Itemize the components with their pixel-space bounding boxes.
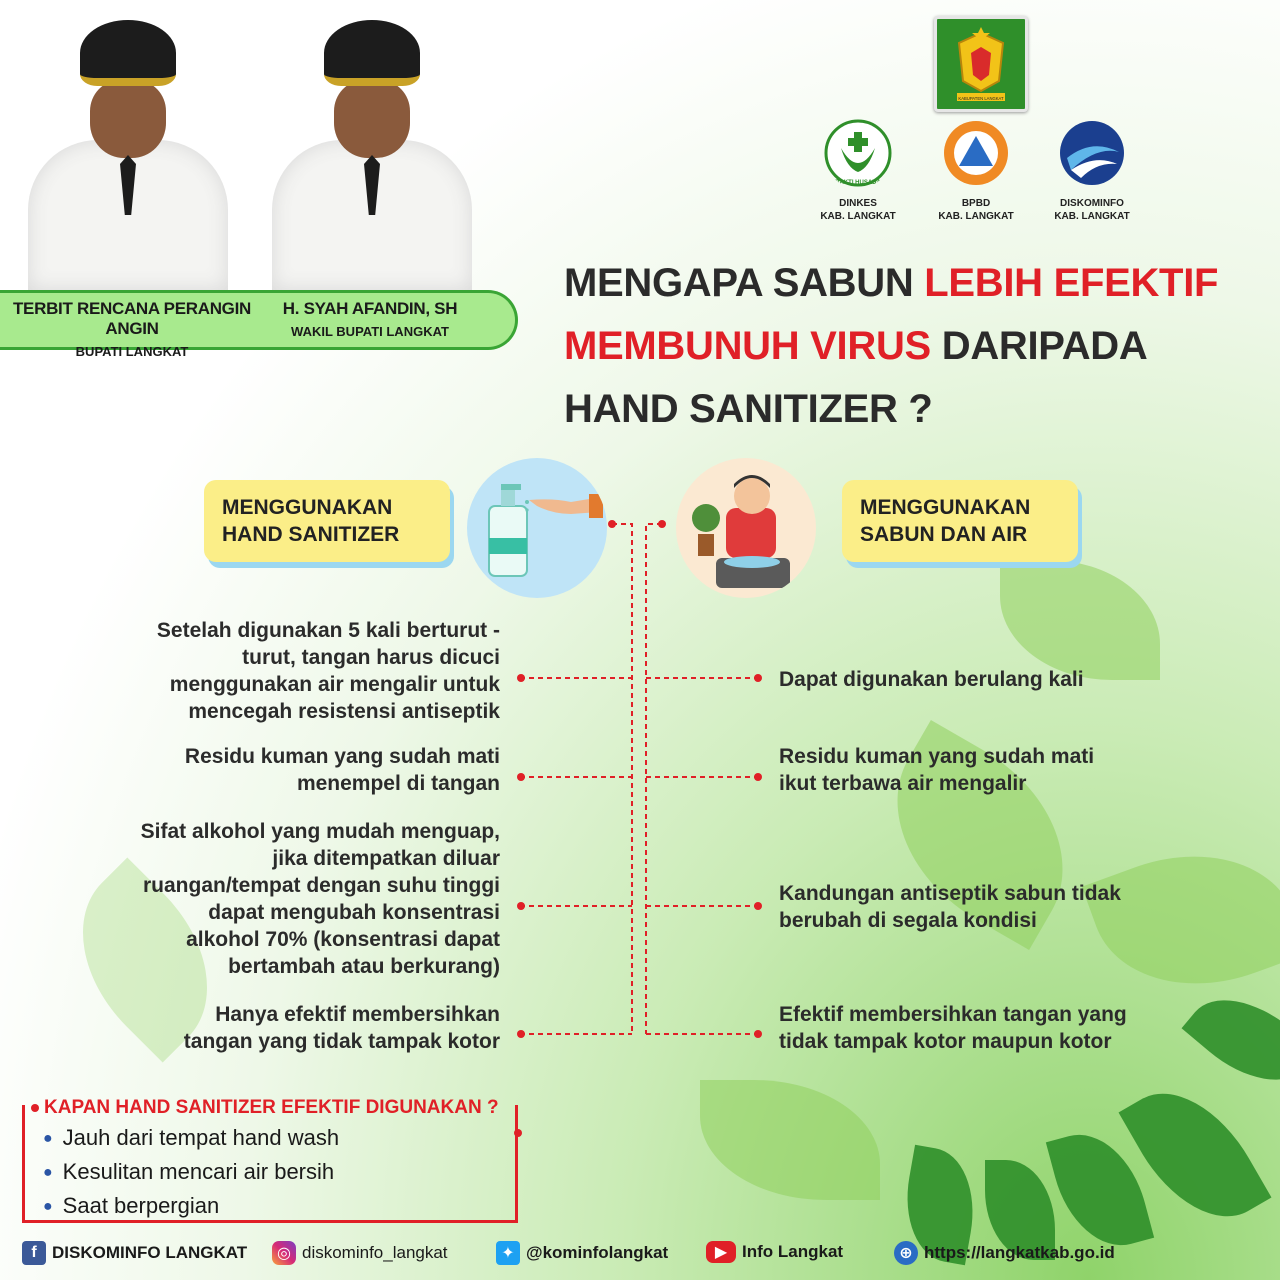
logo-label: DISKOMINFO — [1060, 198, 1124, 209]
footer-twitter-label: @kominfolangkat — [526, 1243, 669, 1262]
sanitizer-point-2 — [185, 743, 500, 797]
logo-sublabel: KAB. LANGKAT — [820, 211, 896, 222]
point-line: Hanya efektif membersihkan — [215, 1003, 500, 1026]
point-line: Residu kuman yang sudah mati — [184, 745, 500, 768]
kapan-list — [43, 1125, 339, 1227]
point-line: jika ditempatkan diluar — [272, 847, 500, 870]
logo-sublabel: KAB. LANGKAT — [1054, 211, 1130, 222]
twitter-icon: ✦ — [496, 1241, 520, 1265]
footer-youtube-label: Info Langkat — [742, 1242, 844, 1261]
headline-part: MENGAPA SABUN — [564, 261, 925, 305]
point-line: menempel di tangan — [296, 772, 500, 795]
label-line: HAND SANITIZER — [222, 523, 400, 546]
crest-text: KABUPATEN LANGKAT — [958, 96, 1004, 101]
point-line: Residu kuman yang sudah mati — [779, 745, 1095, 768]
footer — [0, 1238, 1280, 1274]
official-name: TERBIT RENCANA PERANGIN ANGIN — [12, 299, 252, 338]
sanitizer-point-4 — [184, 1001, 500, 1055]
list-item-text: Kesulitan mencari air bersih — [62, 1159, 335, 1184]
instagram-icon: ◎ — [272, 1241, 296, 1265]
list-item-text: Saat berpergian — [62, 1193, 220, 1218]
logo-label: BPBD — [961, 198, 991, 209]
point-line: berubah di segala kondisi — [779, 909, 1037, 932]
soap-point-2 — [779, 743, 1094, 797]
headline-part: HAND SANITIZER ? — [564, 387, 933, 431]
list-item-text: Jauh dari tempat hand wash — [62, 1125, 340, 1150]
list-item — [43, 1125, 339, 1151]
sanitizer-point-1 — [157, 617, 500, 725]
point-line: dapat mengubah konsentrasi — [208, 901, 500, 924]
bullet-icon: ● — [43, 1164, 53, 1182]
point-line: Setelah digunakan 5 kali berturut - — [156, 619, 500, 642]
footer-website-label: https://langkatkab.go.id — [924, 1243, 1115, 1262]
label-line: SABUN DAN AIR — [860, 523, 1028, 546]
headline-part: DARIPADA — [930, 324, 1148, 368]
globe-icon: ⊕ — [894, 1241, 918, 1265]
point-line: menggunakan air mengalir untuk — [169, 673, 500, 696]
footer-instagram[interactable] — [272, 1241, 448, 1265]
youtube-icon: ▶ — [706, 1241, 736, 1263]
label-line: MENGGUNAKAN — [860, 496, 1031, 519]
point-line: alkohol 70% (konsentrasi dapat — [186, 928, 500, 951]
point-line: ruangan/tempat dengan suhu tinggi — [143, 874, 500, 897]
soap-point-3 — [779, 880, 1121, 934]
point-line: mencegah resistensi antiseptik — [188, 700, 500, 723]
dinkes-logo-text: BAKTI HUSADA — [835, 180, 881, 186]
footer-youtube[interactable] — [706, 1241, 843, 1263]
point-line: turut, tangan harus dicuci — [242, 646, 500, 669]
point-line: Sifat alkohol yang mudah menguap, — [140, 820, 500, 843]
point-line: tangan yang tidak tampak kotor — [183, 1030, 500, 1053]
label-line: MENGGUNAKAN — [222, 496, 393, 519]
kapan-box — [22, 1105, 518, 1223]
headline-highlight: MEMBUNUH VIRUS — [564, 324, 931, 368]
footer-facebook[interactable] — [22, 1241, 247, 1265]
footer-twitter[interactable] — [496, 1241, 668, 1265]
point-line: Dapat digunakan berulang kali — [779, 668, 1084, 691]
official-title: BUPATI LANGKAT — [75, 344, 189, 359]
sanitizer-point-3 — [141, 818, 500, 980]
footer-website[interactable] — [894, 1241, 1115, 1265]
headline-highlight: LEBIH EFEKTIF — [924, 261, 1219, 305]
official-name: H. SYAH AFANDIN, SH — [282, 299, 458, 318]
list-item — [43, 1193, 339, 1219]
bullet-icon: ● — [43, 1130, 53, 1148]
point-line: Kandungan antiseptik sabun tidak — [779, 882, 1121, 905]
point-line: tidak tampak kotor maupun kotor — [779, 1030, 1112, 1053]
soap-point-1 — [779, 666, 1084, 693]
kapan-title: KAPAN HAND SANITIZER EFEKTIF DIGUNAKAN ? — [44, 1097, 499, 1118]
logo-sublabel: KAB. LANGKAT — [938, 211, 1014, 222]
facebook-icon: f — [22, 1241, 46, 1265]
official-title: WAKIL BUPATI LANGKAT — [291, 324, 449, 339]
point-line: bertambah atau berkurang) — [228, 955, 500, 978]
list-item — [43, 1159, 339, 1185]
footer-instagram-label: diskominfo_langkat — [302, 1243, 448, 1262]
bullet-icon: ● — [43, 1198, 53, 1216]
point-line: Efektif membersihkan tangan yang — [779, 1003, 1127, 1026]
soap-point-4 — [779, 1001, 1127, 1055]
logo-label: DINKES — [839, 198, 877, 209]
footer-facebook-label: DISKOMINFO LANGKAT — [52, 1243, 248, 1262]
point-line: ikut terbawa air mengalir — [779, 772, 1027, 795]
